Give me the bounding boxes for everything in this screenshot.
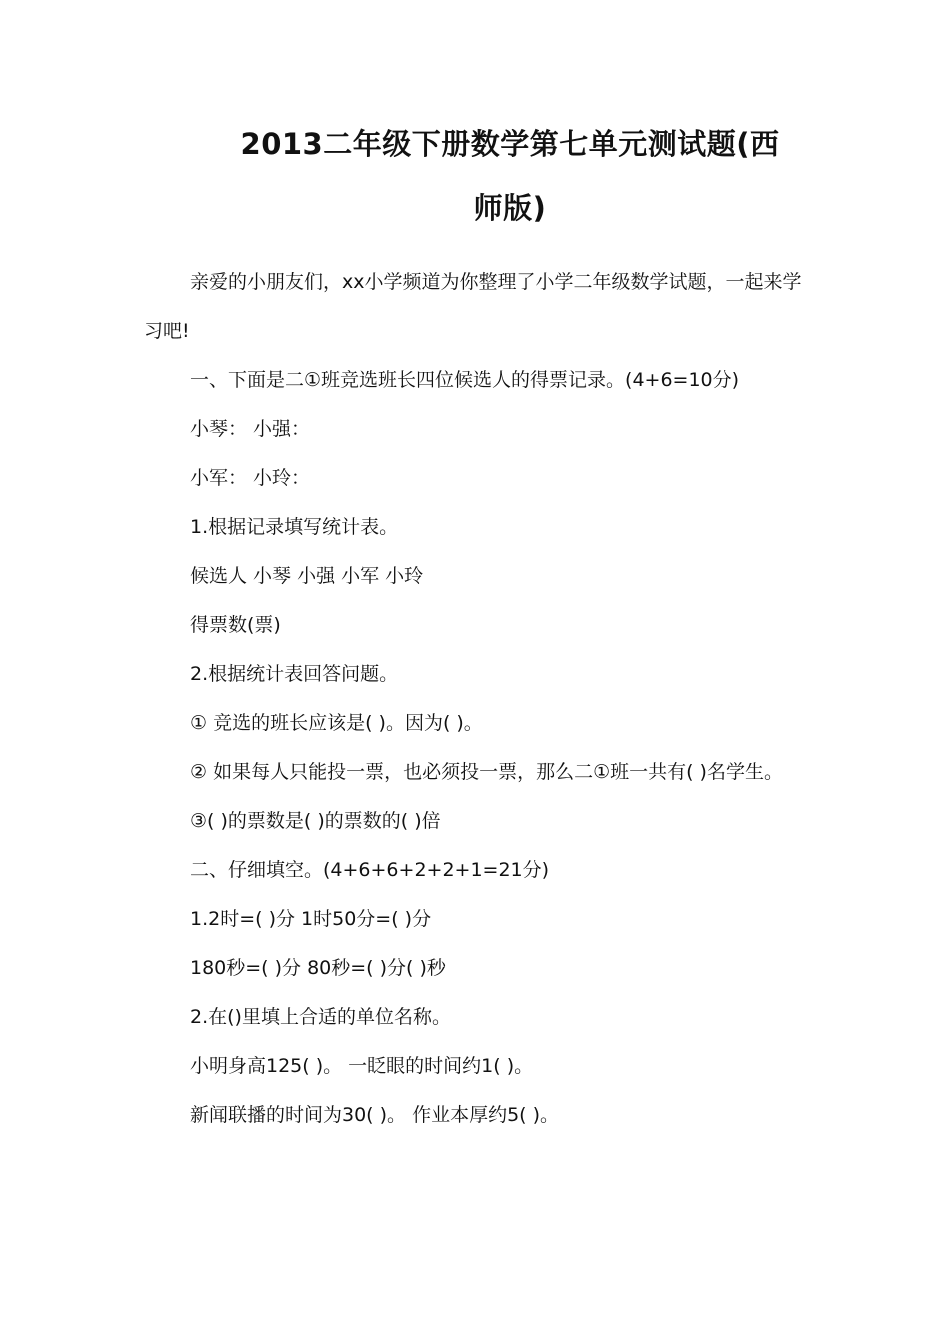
- table-votes-row: 得票数(票): [190, 614, 281, 636]
- section-2-heading: 二、仔细填空。(4+6+6+2+2+1=21分): [190, 859, 550, 881]
- title-line-2: 师版): [473, 191, 547, 225]
- candidates-line-1: 小琴： 小强：: [190, 418, 311, 440]
- title-line-1: 2013二年级下册数学第七单元测试题(西: [240, 127, 780, 161]
- table-header-row: 候选人 小琴 小强 小军 小玲: [190, 565, 424, 587]
- intro-paragraph: 亲爱的小朋友们，xx小学频道为你整理了小学二年级数学试题，一起来学习吧!: [144, 271, 802, 342]
- fill-line-1: 1.2时=( )分 1时50分=( )分: [190, 908, 432, 930]
- unit-line-2: 新闻联播的时间为30( )。 作业本厚约5( )。: [190, 1104, 560, 1126]
- fill-line-2: 180秒=( )分 80秒=( )分( )秒: [190, 957, 446, 979]
- document-title: [140, 112, 880, 240]
- question-2: 2.根据统计表回答问题。: [190, 663, 399, 685]
- candidates-line-2: 小军： 小玲：: [190, 467, 311, 489]
- sub-question-2: ② 如果每人只能投一票，也必须投一票，那么二①班一共有( )名学生。: [190, 761, 783, 783]
- unit-line-1: 小明身高125( )。 一眨眼的时间约1( )。: [190, 1055, 534, 1077]
- unit-question: 2.在()里填上合适的单位名称。: [190, 1006, 451, 1028]
- document-body: [144, 258, 812, 1140]
- sub-question-3: ③( )的票数是( )的票数的( )倍: [190, 810, 441, 832]
- sub-question-1: ① 竞选的班长应该是( )。因为( )。: [190, 712, 483, 734]
- question-1: 1.根据记录填写统计表。: [190, 516, 399, 538]
- section-1-heading: 一、下面是二①班竞选班长四位候选人的得票记录。(4+6=10分): [190, 369, 740, 391]
